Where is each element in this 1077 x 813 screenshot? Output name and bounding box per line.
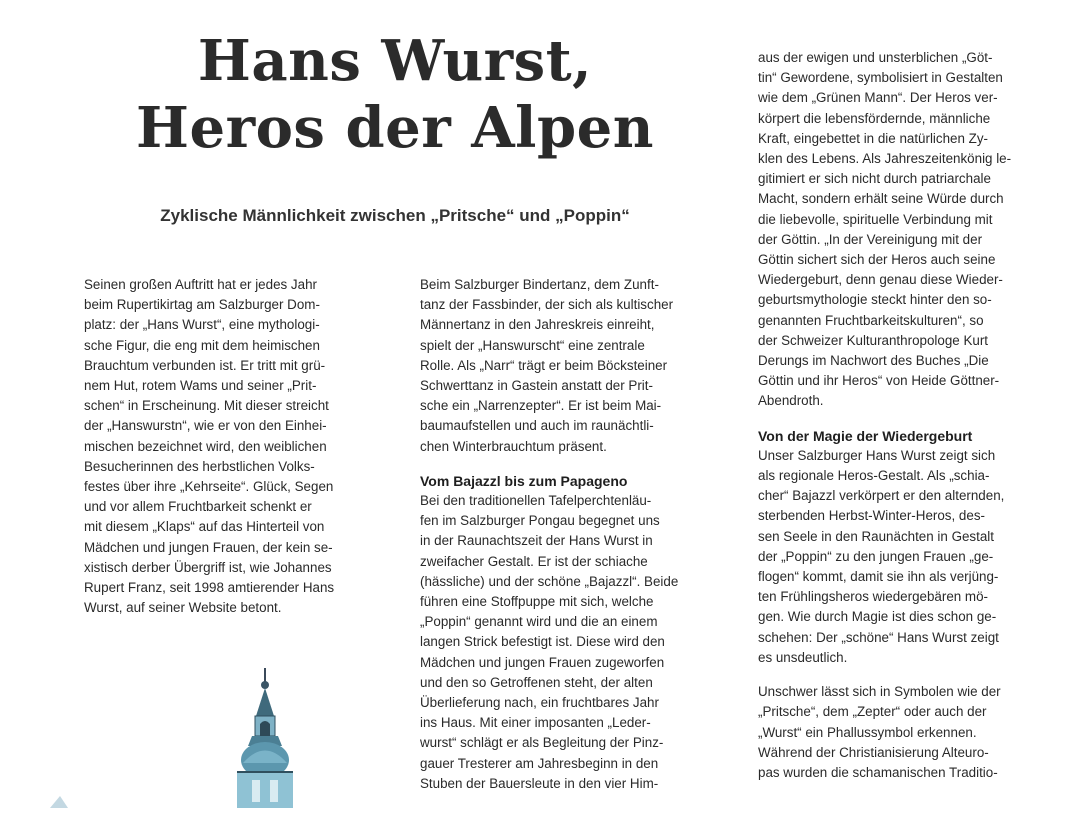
- text-line: fen im Salzburger Pongau begegnet uns: [420, 513, 660, 529]
- text-line: flogen“ kommt, damit sie ihn als verjüng-: [758, 569, 999, 585]
- paragraph-gap: [420, 457, 722, 471]
- text-line: Rupert Franz, seit 1998 amtierender Hans: [84, 580, 335, 596]
- text-line: mit diesem „Klaps“ auf das Hinterteil von: [84, 519, 325, 535]
- text-line: gauer Tresterer am Jahresbeginn in den: [420, 755, 659, 771]
- text-line: Wiedergeburt, denn genau diese Wieder-: [758, 272, 1003, 288]
- text-line: wurst“ schlägt er als Begleitung der Pinz-: [420, 735, 664, 751]
- text-line: sterbenden Herbst-Winter-Heros, des-: [758, 508, 985, 524]
- text-line: „Poppin“ genannt wird und die an einem: [420, 614, 658, 630]
- text-line: beim Rupertikirtag am Salzburger Dom-: [84, 297, 320, 313]
- paragraph: [758, 446, 1060, 668]
- text-line: klen des Lebens. Als Jahreszeitenkönig le-: [758, 151, 1012, 167]
- text-line: Männertanz in den Jahreskreis einreiht,: [420, 317, 655, 333]
- text-line: die liebevolle, spirituelle Verbindung mit: [758, 211, 993, 227]
- text-line: wie dem „Grünen Mann“. Der Heros ver-: [758, 90, 998, 106]
- text-line: „Wurst“ ein Phallussymbol erkennen.: [758, 724, 977, 740]
- text-line: „Pritsche“, dem „Zepter“ oder auch der: [758, 704, 987, 720]
- paragraph: [420, 491, 722, 794]
- text-column-3: [758, 48, 1060, 783]
- paragraph-gap: [758, 412, 1060, 426]
- section-heading: Von der Magie der Wiedergeburt: [758, 427, 973, 444]
- text-line: und den so Getroffenen steht, der alten: [420, 674, 653, 690]
- text-line: platz: der „Hans Wurst“, eine mythologi-: [84, 317, 320, 333]
- text-line: der Göttin. „In der Vereinigung mit der: [758, 231, 983, 247]
- text-line: Mädchen und jungen Frauen, der kein se-: [84, 539, 333, 555]
- text-line: Kraft, eingebettet in die natürlichen Zy-: [758, 130, 989, 146]
- text-line: Bei den traditionellen Tafelperchtenläu-: [420, 493, 652, 509]
- text-line: Überlieferung nach, ein fruchtbares Jahr: [420, 695, 659, 711]
- text-line: (hässliche) und der schöne „Bajazzl“. Beide: [420, 573, 679, 589]
- text-line: xistisch derber Übergriff ist, wie Johannes: [84, 559, 332, 575]
- text-line: Beim Salzburger Bindertanz, dem Zunft-: [420, 277, 659, 292]
- text-line: langen Strick befestigt ist. Diese wird den: [420, 634, 665, 650]
- text-line: ins Haus. Mit einer imposanten „Leder-: [420, 715, 651, 731]
- text-line: festes über ihre „Kehrseite“. Glück, Segen: [84, 479, 334, 495]
- church-tower-illustration: [30, 668, 330, 808]
- text-line: Unschwer lässt sich in Symbolen wie der: [758, 684, 1001, 700]
- text-line: spielt der „Hanswurscht“ eine zentrale: [420, 337, 645, 353]
- text-line: Macht, sondern erhält seine Würde durch: [758, 191, 1004, 207]
- article-title: [60, 28, 730, 162]
- text-line: Rolle. Als „Narr“ trägt er beim Böcksteiner: [420, 357, 668, 373]
- text-line: sche Figur, die eng mit dem heimischen: [84, 337, 320, 353]
- text-line: Brauchtum verbunden ist. Er tritt mit grü-: [84, 357, 326, 373]
- text-line: der „Poppin“ zu den jungen Frauen „ge-: [758, 548, 994, 564]
- title-line: Heros der Alpen: [136, 95, 654, 161]
- text-line: tanz der Fassbinder, der sich als kultischer: [420, 297, 674, 313]
- text-line: in der Raunachtszeit der Hans Wurst in: [420, 533, 653, 549]
- text-line: Mädchen und jungen Frauen zugeworfen: [420, 654, 665, 670]
- text-line: pas wurden die schamanischen Traditio-: [758, 764, 998, 780]
- text-line: Unser Salzburger Hans Wurst zeigt sich: [758, 447, 996, 463]
- text-line: Göttin sichert sich der Heros auch seine: [758, 252, 996, 268]
- text-line: und vor allem Fruchtbarkeit schenkt er: [84, 499, 312, 515]
- text-line: chen Winterbrauchtum präsent.: [420, 438, 607, 454]
- text-line: der Schweizer Kulturanthropologe Kurt: [758, 332, 989, 348]
- text-line: Derungs im Nachwort des Buches „Die: [758, 353, 989, 369]
- text-line: körpert die lebensfördernde, männliche: [758, 110, 991, 126]
- text-line: sen Seele in den Raunächten in Gestalt: [758, 528, 994, 544]
- text-column-2: [420, 275, 722, 794]
- text-line: als regionale Heros-Gestalt. Als „schia-: [758, 468, 990, 484]
- text-line: gen. Wie durch Magie ist dies schon ge-: [758, 609, 997, 625]
- text-line: Besucherinnen des herbstlichen Volks-: [84, 458, 315, 474]
- text-line: Schwerttanz in Gastein anstatt der Prit-: [420, 378, 653, 394]
- text-line: tin“ Gewordene, symbolisiert in Gestalten: [758, 70, 1003, 86]
- text-line: führen eine Stoffpuppe mit sich, welche: [420, 594, 654, 610]
- church-tower-drawing: [30, 668, 330, 808]
- text-line: der „Hanswurstn“, wie er von den Einhei-: [84, 418, 327, 434]
- text-line: Seinen großen Auftritt hat er jedes Jahr: [84, 277, 317, 292]
- paragraph: [758, 48, 1060, 412]
- text-line: mischen bezeichnet wird, den weiblichen: [84, 438, 327, 454]
- text-column-1: [84, 275, 399, 618]
- text-line: Während der Christianisierung Alteuro-: [758, 744, 989, 760]
- text-line: schehen: Der „schöne“ Hans Wurst zeigt: [758, 629, 999, 645]
- text-line: geburtsmythologie steckt hinter den so-: [758, 292, 992, 308]
- text-line: Göttin und ihr Heros“ von Heide Göttner-: [758, 373, 1000, 389]
- text-line: Stuben der Bauersleute in den vier Him-: [420, 775, 659, 791]
- text-line: zweifacher Gestalt. Er ist der schiache: [420, 553, 648, 569]
- text-line: genannten Fruchtbarkeitskulturen“, so: [758, 312, 984, 328]
- paragraph-gap: [758, 668, 1060, 682]
- paragraph: [758, 682, 1060, 783]
- text-line: Wurst, auf seiner Website betont.: [84, 600, 282, 616]
- paragraph: [420, 275, 722, 457]
- title-line: Hans Wurst,: [197, 28, 593, 94]
- text-line: Abendroth.: [758, 393, 824, 409]
- text-line: cher“ Bajazzl verkörpert er den alternden,: [758, 488, 1005, 504]
- text-line: nem Hut, rotem Wams und seiner „Prit-: [84, 378, 317, 394]
- text-line: es unsdeutlich.: [758, 649, 848, 665]
- text-line: gitimiert er sich nicht durch patriarchale: [758, 171, 991, 187]
- text-line: schen“ in Erscheinung. Mit dieser streicht: [84, 398, 329, 414]
- text-line: ten Frühlingsheros wiedergebären mö-: [758, 589, 988, 605]
- article-subtitle: Zyklische Männlichkeit zwischen „Pritsche“ und „Poppin“: [160, 206, 630, 225]
- text-line: aus der ewigen und unsterblichen „Göt-: [758, 50, 993, 65]
- paragraph: [84, 275, 399, 618]
- section-heading: Vom Bajazzl bis zum Papageno: [420, 472, 628, 489]
- text-line: sche ein „Narrenzepter“. Er ist beim Mai-: [420, 398, 662, 414]
- text-line: baumaufstellen und auch im raunächtli-: [420, 418, 654, 434]
